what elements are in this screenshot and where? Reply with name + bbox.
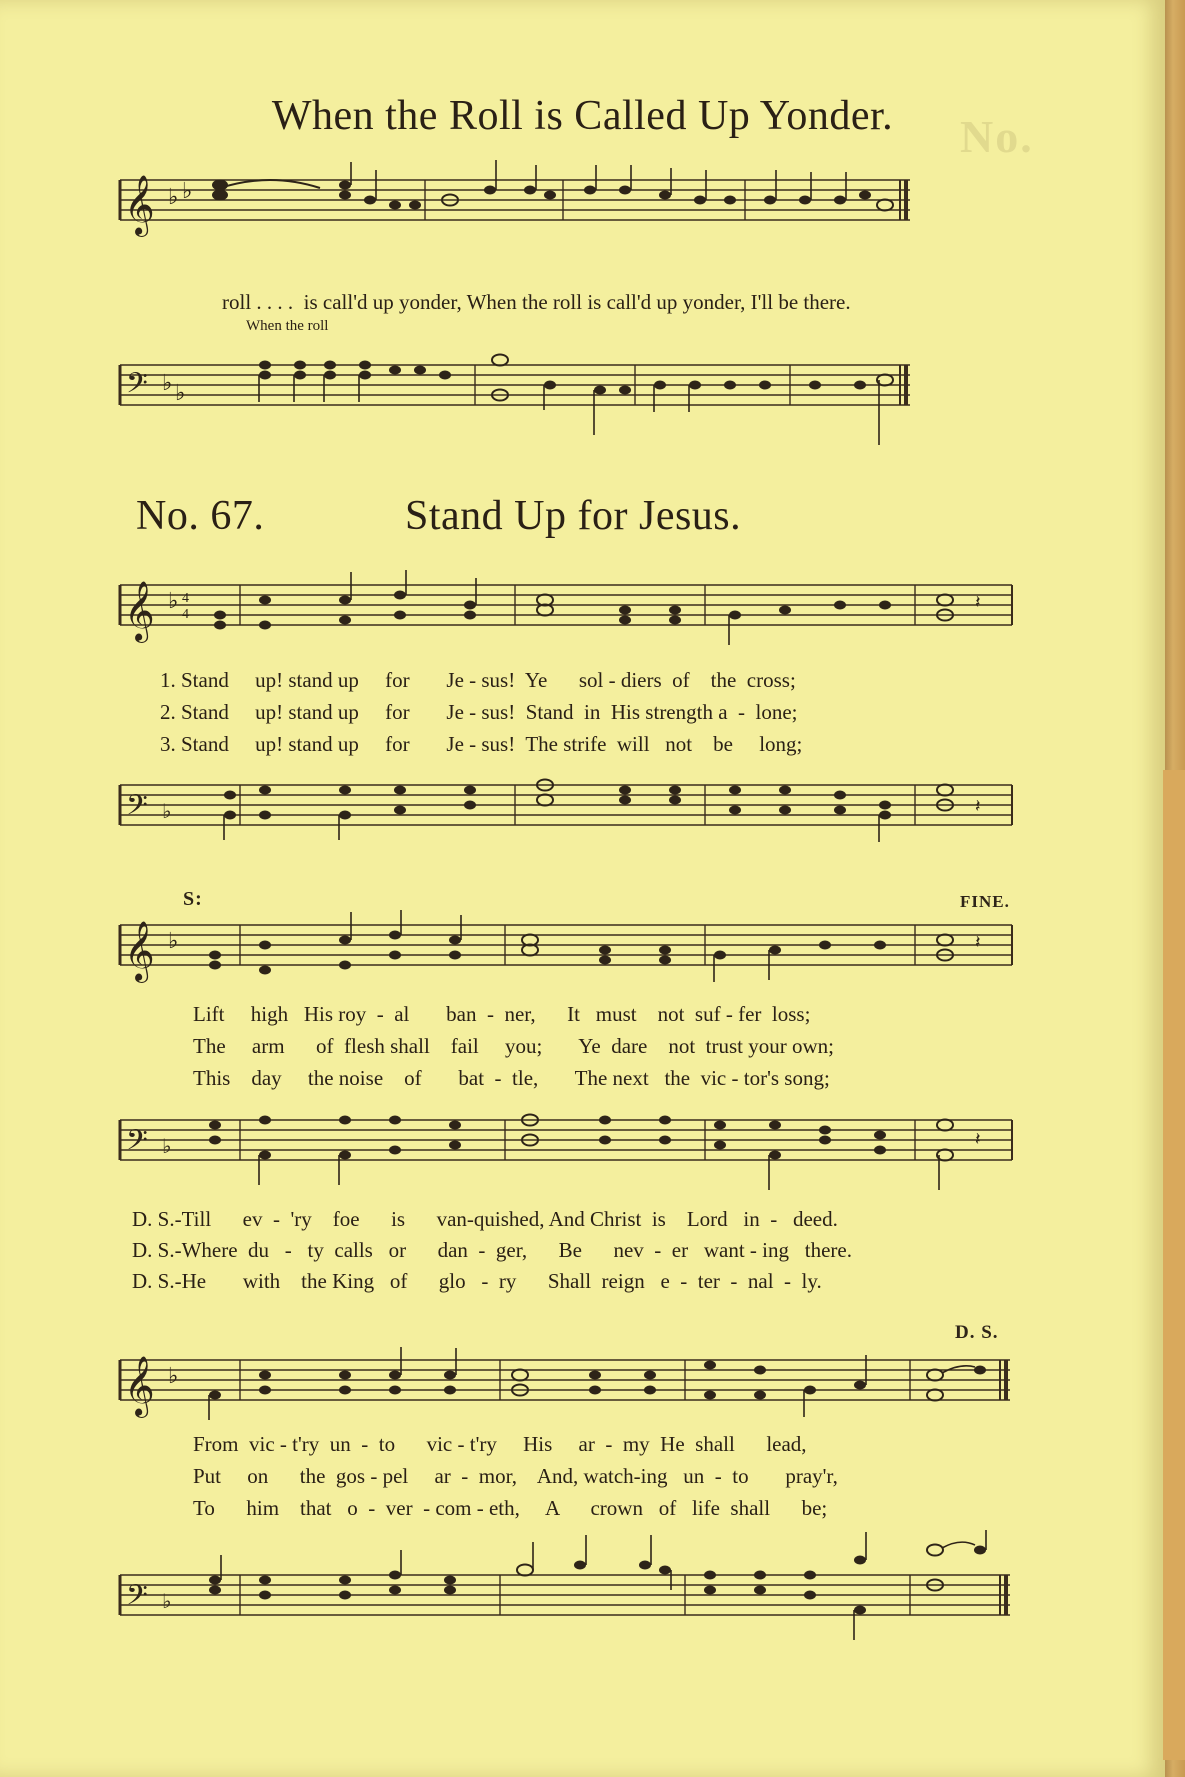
ds-line-1: D. S.-Till ev - 'ry foe is van-quished, And Christ is Lord in - deed.	[132, 1207, 838, 1231]
fine-mark: FINE.	[960, 892, 1010, 911]
svg-text:𝄢: 𝄢	[126, 1126, 148, 1163]
verse-a-line-1: 1. Stand up! stand up for Je - sus! Ye sol - diers of the cross;	[160, 668, 796, 692]
bass-staff-stand-1	[120, 770, 1040, 850]
svg-text:𝄽: 𝄽	[975, 796, 981, 816]
bass-staff-stand-3	[120, 1530, 1040, 1650]
svg-text:♭: ♭	[162, 801, 172, 823]
segno-mark: S:	[183, 888, 203, 910]
svg-text:♭: ♭	[168, 588, 179, 613]
svg-text:𝄞: 𝄞	[124, 923, 155, 980]
ds-mark: D. S.	[955, 1322, 999, 1343]
verse-a-line-2: 2. Stand up! stand up for Je - sus! Stand in His strength a - lone;	[160, 700, 798, 724]
treble-staff-stand-2	[120, 910, 1040, 990]
svg-text:𝄞: 𝄞	[124, 1358, 155, 1415]
song-title-roll-called: When the Roll is Called Up Yonder.	[271, 93, 894, 139]
svg-text:𝄢: 𝄢	[126, 369, 148, 406]
bass-staff-stand-2	[120, 1105, 1040, 1195]
treble-staff-roll-1	[120, 160, 1040, 250]
svg-text:♭: ♭	[175, 380, 186, 405]
svg-text:4: 4	[182, 607, 189, 622]
svg-text:♭: ♭	[168, 928, 179, 953]
verse-b-line-2: The arm of flesh shall fail you; Ye dare not trust your own;	[193, 1034, 834, 1058]
ds-line-3: D. S.-He with the King of glo - ry Shall reign e - ter - nal - ly.	[132, 1269, 822, 1293]
lyric-line-roll: roll . . . . is call'd up yonder, When the roll is call'd up yonder, I'll be there.	[222, 290, 851, 314]
treble-staff-stand-1	[120, 570, 1040, 650]
ds-line-2: D. S.-Where du - ty calls or dan - ger, Be nev - er want - ing there.	[132, 1238, 852, 1262]
svg-text:𝄞: 𝄞	[124, 583, 155, 640]
svg-text:𝄽: 𝄽	[975, 1129, 981, 1149]
verse-a-line-3: 3. Stand up! stand up for Je - sus! The strife will not be long;	[160, 732, 803, 756]
faint-bleed-through-text: No.	[960, 111, 1034, 162]
svg-text:4: 4	[182, 591, 189, 606]
verse-c-line-3: To him that o - ver - com - eth, A crown of life shall be;	[193, 1496, 828, 1520]
svg-text:♭: ♭	[162, 1591, 172, 1613]
book-cover-edge	[1163, 770, 1185, 1760]
verse-b-line-1: Lift high His roy - al ban - ner, It must not suf - fer loss;	[193, 1002, 811, 1026]
hymn-title: Stand Up for Jesus.	[405, 493, 742, 539]
verse-c-line-2: Put on the gos - pel ar - mor, And, watch-ing un - to pray'r,	[193, 1464, 838, 1488]
svg-text:♭: ♭	[168, 1363, 179, 1388]
treble-staff-stand-3	[120, 1345, 1040, 1425]
verse-b-line-3: This day the noise of bat - tle, The next the vic - tor's song;	[193, 1066, 830, 1090]
svg-text:♭: ♭	[162, 1136, 172, 1158]
hymn-number: No. 67.	[136, 493, 265, 539]
svg-text:𝄽: 𝄽	[975, 932, 981, 952]
verse-c-line-1: From vic - t'ry un - to vic - t'ry His ar - my He shall lead,	[193, 1432, 807, 1456]
bass-staff-roll-1	[120, 340, 1040, 450]
svg-text:𝄞: 𝄞	[124, 177, 155, 234]
svg-text:𝄢: 𝄢	[126, 791, 148, 828]
svg-text:𝄽: 𝄽	[975, 592, 981, 612]
svg-text:♭: ♭	[182, 178, 193, 203]
bass-cue-text: When the roll	[246, 318, 329, 334]
svg-text:♭: ♭	[162, 370, 173, 395]
svg-text:♭: ♭	[168, 184, 179, 209]
svg-text:𝄢: 𝄢	[126, 1581, 148, 1618]
